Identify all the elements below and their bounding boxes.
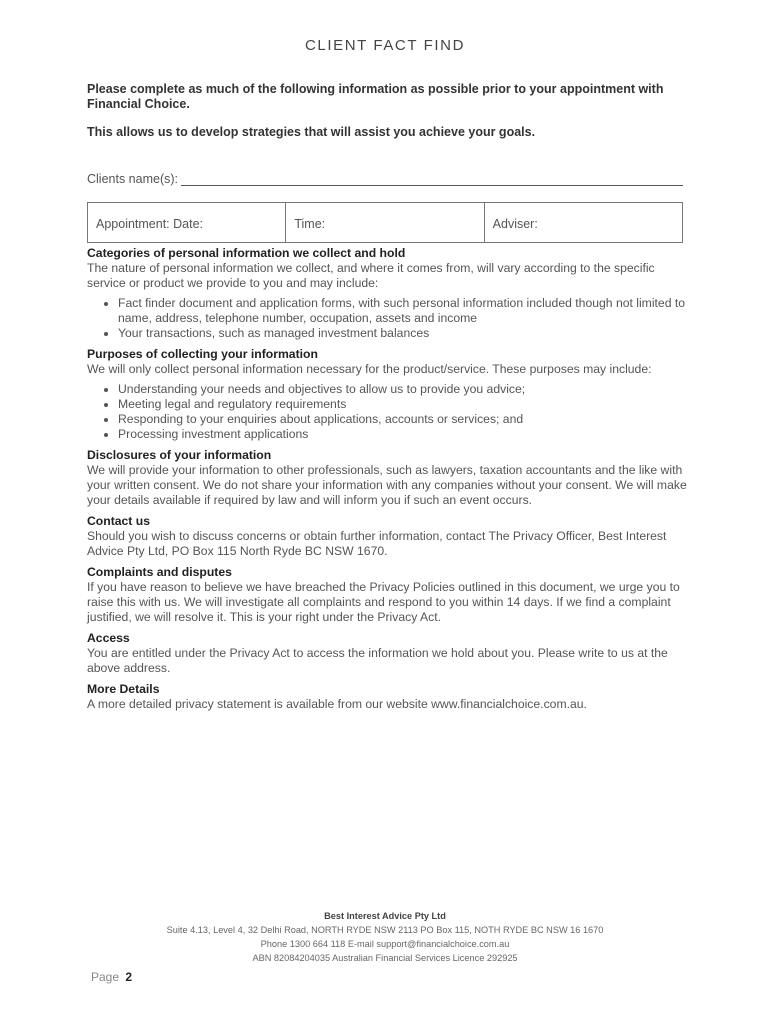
appointment-table: [87, 202, 683, 243]
intro-goals-text: This allows us to develop strategies that will assist you achieve your goals.: [87, 125, 536, 139]
section-contact: [87, 514, 687, 559]
section-categories: [87, 246, 687, 341]
section-text: Should you wish to discuss concerns or obtain further information, contact The Privacy Officer, Best Interest Advice Pty Ltd, PO Box 115 North Ryde BC NSW 1670.: [87, 529, 667, 558]
section-heading: Disclosures of your information: [87, 448, 272, 462]
clients-name-label: Clients name(s):: [87, 172, 178, 186]
footer-company: Best Interest Advice Pty Ltd: [324, 911, 446, 921]
list-item: • Your transactions, such as managed investment balances: [118, 326, 687, 341]
section-complaints: [87, 565, 687, 625]
bullet-list: [87, 296, 687, 341]
section-heading: More Details: [87, 682, 160, 696]
privacy-content: [87, 246, 687, 718]
page-number: [91, 970, 132, 984]
list-item: • Responding to your enquiries about applications, accounts or services; and: [118, 412, 687, 427]
page-footer: [0, 909, 770, 965]
bullet-list: [87, 382, 687, 442]
page-title: CLIENT FACT FIND: [304, 37, 466, 54]
list-item: • Understanding your needs and objectives to allow us to provide you advice;: [118, 382, 687, 397]
page-label: Page: [91, 970, 120, 984]
clients-name-field[interactable]: [87, 170, 683, 186]
section-disclosures: [87, 448, 687, 508]
section-heading: Access: [87, 631, 130, 645]
section-heading: Purposes of collecting your information: [87, 347, 318, 361]
footer-address: Suite 4.13, Level 4, 32 Delhi Road, NORTH RYDE NSW 2113 PO Box 115, NOTH RYDE BC NSW 16 1670: [166, 925, 604, 935]
appointment-date-cell[interactable]: Appointment: Date:: [88, 203, 286, 242]
list-item: • Fact finder document and application forms, with such personal information included though not limited to name, address, telephone number, occupation, assets and income: [118, 296, 687, 326]
section-more-details: [87, 682, 687, 712]
page-number-value: 2: [125, 970, 133, 984]
section-text: We will provide your information to other professionals, such as lawyers, taxation accountants and the like with your written consent. We do not share your information with any companies without your consent. We will make your details available if required by law and will inform you if such an event occurs.: [87, 463, 687, 507]
section-access: [87, 631, 687, 676]
section-heading: Complaints and disputes: [87, 565, 232, 579]
section-text: We will only collect personal information necessary for the product/service. These purposes may include:: [87, 362, 652, 376]
appointment-adviser-cell[interactable]: Adviser:: [492, 217, 538, 231]
list-item: • Meeting legal and regulatory requirements: [118, 397, 687, 412]
section-text: If you have reason to believe we have breached the Privacy Policies outlined in this document, we urge you to raise this with us. We will investigate all complaints and respond to you within 14 days. If we find a complaint justified, we will resolve it. This is your right under the Privacy Act.: [87, 580, 680, 624]
section-purposes: [87, 347, 687, 442]
appointment-time-cell[interactable]: Time:: [286, 203, 484, 242]
section-text: The nature of personal information we collect, and where it comes from, will vary according to the specific service or product we provide to you and may include:: [87, 261, 655, 290]
list-item: • Processing investment applications: [118, 427, 687, 442]
intro-text: Please complete as much of the following information as possible prior to your appointment with Financial Choice.: [87, 82, 664, 111]
footer-licence: ABN 82084204035 Australian Financial Services Licence 292925: [252, 953, 518, 963]
section-heading: Contact us: [87, 514, 150, 528]
section-heading: Categories of personal information we collect and hold: [87, 246, 406, 260]
section-text: You are entitled under the Privacy Act to access the information we hold about you. Please write to us at the above address.: [87, 646, 668, 675]
footer-contact: Phone 1300 664 118 E-mail support@financialchoice.com.au: [260, 939, 510, 949]
section-text: A more detailed privacy statement is available from our website www.financialchoice.com.au.: [87, 697, 587, 711]
clients-name-input-line[interactable]: [181, 171, 683, 186]
